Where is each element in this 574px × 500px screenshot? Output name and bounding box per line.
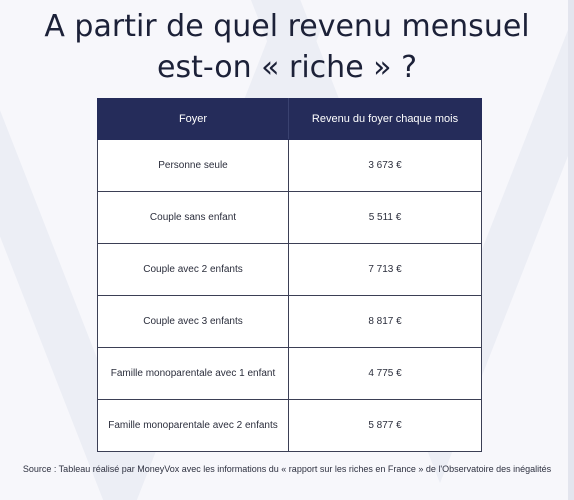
cell-revenu: 5 511 €: [289, 192, 482, 244]
cell-foyer: Personne seule: [98, 140, 289, 192]
table-row: [98, 140, 482, 192]
cell-revenu: 8 817 €: [289, 296, 482, 348]
table-header-row: [98, 99, 482, 140]
title-line-2: est-on « riche » ?: [156, 50, 417, 85]
cell-foyer: Couple avec 3 enfants: [98, 296, 289, 348]
cell-foyer: Famille monoparentale avec 1 enfant: [98, 348, 289, 400]
table-row: [98, 192, 482, 244]
page-title: [0, 6, 574, 88]
income-table: [97, 98, 482, 452]
cell-revenu: 4 775 €: [289, 348, 482, 400]
table-row: [98, 244, 482, 296]
table-row: [98, 400, 482, 452]
title-line-1: A partir de quel revenu mensuel: [44, 9, 530, 44]
source-caption: Source : Tableau réalisé par MoneyVox avec les informations du « rapport sur les riches en France » de l'Observatoire des inégalités: [22, 464, 552, 474]
cell-revenu: 5 877 €: [289, 400, 482, 452]
table-row: [98, 348, 482, 400]
table-row: [98, 296, 482, 348]
cell-foyer: Couple avec 2 enfants: [98, 244, 289, 296]
cell-foyer: Famille monoparentale avec 2 enfants: [98, 400, 289, 452]
income-table-wrapper: [97, 98, 481, 452]
column-header-revenu: Revenu du foyer chaque mois: [289, 99, 482, 140]
cell-revenu: 3 673 €: [289, 140, 482, 192]
cell-foyer: Couple sans enfant: [98, 192, 289, 244]
column-header-foyer: Foyer: [98, 99, 289, 140]
cell-revenu: 7 713 €: [289, 244, 482, 296]
